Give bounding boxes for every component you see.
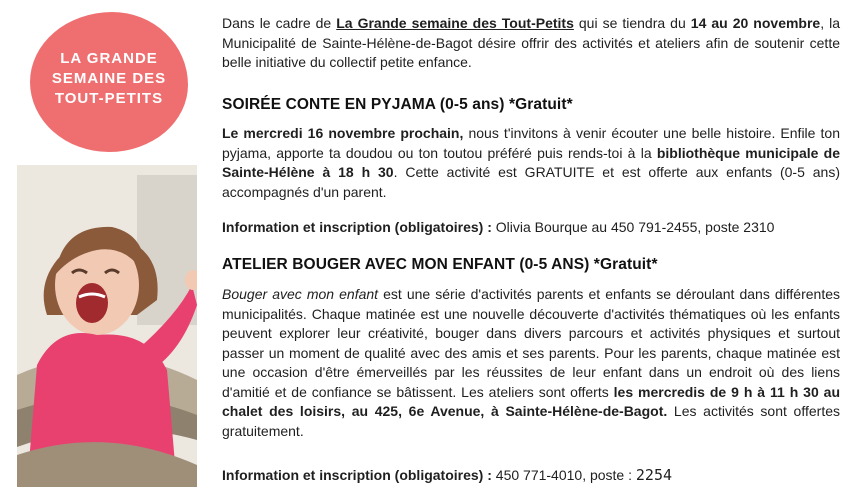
logo-line-1: LA GRANDE [60,50,158,67]
program-name: Bouger avec mon enfant [222,286,379,302]
event-logo [30,12,188,152]
intro-text-3: , la Municipalité de Sainte-Hélène-de-Bagot désire offrir des activités et ateliers afin de soutenir cette belle initiative du collectif petite enfance. [222,15,841,70]
section2-info-label: Information et inscription (obligatoires) : [222,467,492,483]
section1-date: Le mercredi 16 novembre prochain, [222,125,464,141]
logo-line-3: TOUT-PETITS [54,90,164,107]
intro-text-2: qui se tiendra du [573,15,691,31]
intro-paragraph [222,14,840,73]
section1-text-1: nous t'invitons à venir écouter une belle histoire. Enfile ton pyjama, apporte ta doudou ou ton toutou préféré puis rends-toi à la [222,125,841,161]
section1-paragraph [222,124,840,202]
section2-paragraph [222,285,840,441]
section2-text-2: Les activités sont offertes gratuitement. [222,403,840,439]
section2-text-1: est une série d'activités parents et enfants se déroulant dans différentes municipalités. Chaque matinée est une nouvelle découverte d'activités thématiques où les enfants peuvent explorer leur créativité, bouger dans divers parcours et activités physiques et surtout passer un moment de qualité avec des amis et ses parents. Pour les parents, chaque matinée est une occasion d'être émerveillés par les réussites de leur enfant dans un endroit où des liens d'amitié et de confiance se bâtissent. Les ateliers sont offerts [222,286,840,400]
section2-info [222,466,840,486]
section1-place: bibliothèque municipale de Sainte-Hélène à 18 h 30 [222,144,840,180]
section2-title: ATELIER BOUGER AVEC MON ENFANT (0-5 ANS) *Gratuit* [222,256,658,273]
section1-info-value: Olivia Bourque au 450 791-2455, poste 2310 [491,219,775,235]
section1-info [222,218,840,238]
event-name: La Grande semaine des Tout-Petits [336,15,574,31]
section2-schedule: les mercredis de 9 h à 11 h 30 au chalet des loisirs, au 425, 6e Avenue, à Sainte-Hélène-de-Bagot. [222,383,841,419]
laughing-child-photo [17,165,197,487]
child-illustration [17,165,197,487]
event-dates: 14 au 20 novembre [690,15,821,31]
logo-line-2: SEMAINE DES [51,70,167,87]
section1-text-2: . Cette activité est GRATUITE et est offerte aux enfants (0-5 ans) accompagnés d'un parent. [222,164,840,200]
section2-info-value: 450 771-4010, poste : [491,467,636,483]
intro-text-1: Dans le cadre de [222,15,337,31]
section1-title: SOIRÉE CONTE EN PYJAMA (0-5 ans) *Gratuit* [222,96,573,113]
handwritten-extension: 2254 [635,466,673,484]
section1-info-label: Information et inscription (obligatoires) : [222,219,492,235]
